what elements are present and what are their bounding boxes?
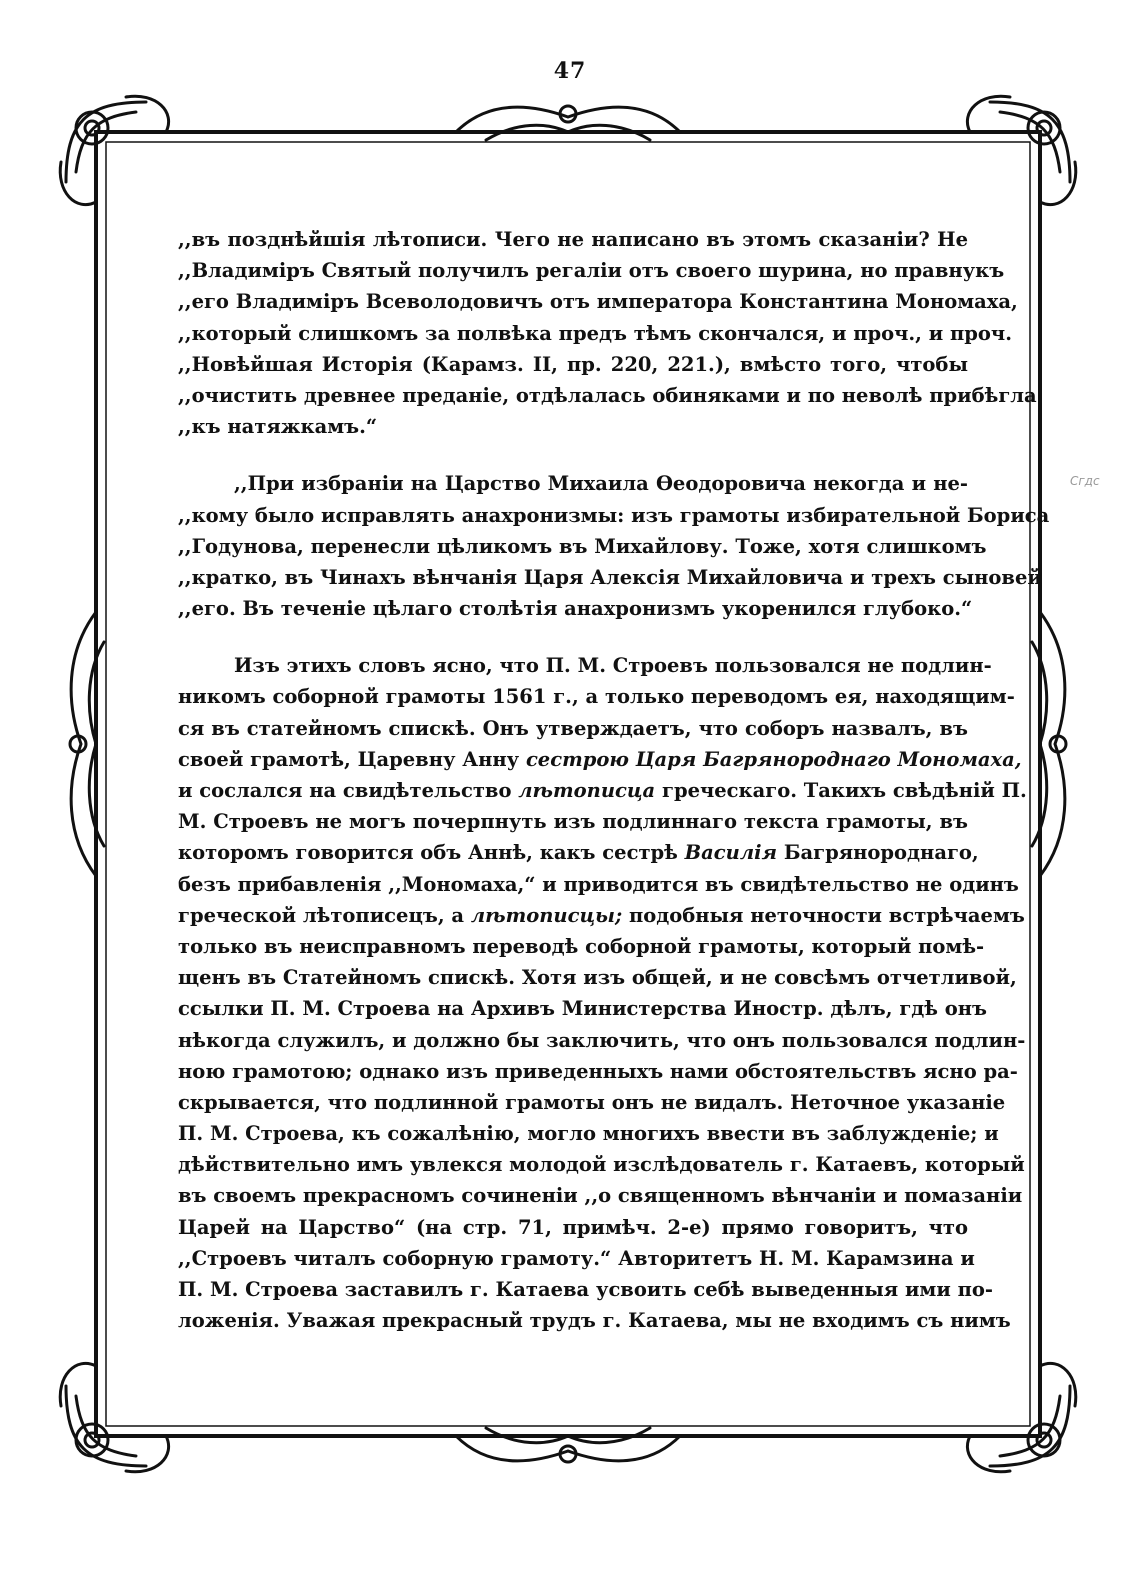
text-line: нѣкогда служилъ, и должно бы заключить, что онъ пользовался подлин- [178,1028,1026,1052]
quote-paragraph-2 [178,468,1050,624]
main-paragraph [178,650,1027,1336]
text-line: ,,очистить древнее преданіе, отдѣлалась обиняками и по неволѣ прибѣгла [178,383,1037,407]
text-line: безъ прибавленія ,,Мономаха,“ и приводится въ свидѣтельство не одинъ [178,872,1019,896]
text-line [178,744,1022,775]
text-line: въ своемъ прекрасномъ сочиненіи ,,о священномъ вѣнчаніи и помазаніи [178,1184,1023,1208]
text-line: ,,Новѣйшая Исторія (Карамз. II, пр. 220, 221.), вмѣсто того, чтобы [178,352,968,376]
text-run: Багрянороднаго, [777,841,979,865]
italic-phrase: Василія [684,841,778,865]
text-run: греческаго. Такихъ свѣдѣній П. [655,779,1027,802]
text-line: ложенія. Уважая прекрасный трудъ г. Катаева, мы не входимъ съ нимъ [178,1309,1011,1333]
text-line: ,,его. Въ теченіе цѣлаго столѣтія анахронизмъ укоренился глубоко.“ [178,597,973,621]
margin-note: Cгдс [1070,474,1100,488]
text-line: М. Строевъ не могъ почерпнуть изъ подлиннаго текста грамоты, въ [178,810,968,834]
text-line: ,,Строевъ читалъ соборную грамоту.“ Авторитетъ Н. М. Карамзина и [178,1246,975,1270]
text-run: греческой лѣтописецъ, а [178,903,471,927]
text-line [178,775,1027,806]
text-run: своей грамотѣ, Царевну Анну [178,747,526,771]
text-line: ,,его Владиміръ Всеволодовичъ отъ императора Константина Мономаха, [178,290,1018,314]
italic-phrase: лѣтописца [518,779,656,802]
text-line [178,900,1025,931]
text-run: подобныя неточности встрѣчаемъ [622,903,1025,927]
italic-phrase: лѣтописцы; [470,903,623,927]
text-line: только въ неисправномъ переводѣ соборной грамоты, который помѣ- [178,934,985,958]
quote-paragraph-1 [178,224,1037,442]
text-line: никомъ соборной грамоты 1561 г., а только переводомъ ея, находящим- [178,685,1015,709]
text-line: ,,Годунова, перенесли цѣликомъ въ Михайлову. Тоже, хотя слишкомъ [178,534,987,558]
text-line: щенъ въ Статейномъ спискѣ. Хотя изъ общей, и не совсѣмъ отчетливой, [178,966,1017,990]
text-line: ,,При избраніи на Царство Михаила Ѳеодоровича некогда и не- [234,472,968,496]
text-line: П. М. Строева, къ сожалѣнію, могло многихъ ввести въ заблужденіе; и [178,1122,999,1146]
text-line: П. М. Строева заставилъ г. Катаева усвоить себѣ выведенныя ими по- [178,1278,993,1301]
text-line: ,,кому было исправлять анахронизмы: изъ грамоты избирательной Бориса [178,503,1050,527]
text-run: которомъ говорится объ Аннѣ, какъ сестрѣ [178,841,685,865]
text-line: ,,въ позднѣйшія лѣтописи. Чего не написано въ этомъ сказаніи? Не [178,228,968,251]
text-run: и сослался на свидѣтельство [178,779,519,802]
text-line: Царей на Царство“ (на стр. 71, примѣч. 2-е) прямо говоритъ, что [178,1215,968,1239]
text-line: скрывается, что подлинной грамоты онъ не видалъ. Неточное указаніе [178,1090,1006,1114]
page-body [178,224,1050,1336]
text-line: ,,кратко, въ Чинахъ вѣнчанія Царя Алексія Михайловича и трехъ сыновей [178,565,1042,589]
text-line: ною грамотою; однако изъ приведенныхъ нами обстоятельствъ ясно ра- [178,1059,1018,1083]
text-line: ,,Владиміръ Святый получилъ регаліи отъ своего шурина, но правнукъ [178,259,1005,283]
text-line [178,837,979,868]
text-line: ,,къ натяжкамъ.“ [178,415,378,439]
text-line: ,,который слишкомъ за полвѣка предъ тѣмъ скончался, и проч., и проч. [178,321,1012,345]
text-line: ся въ статейномъ спискѣ. Онъ утверждаетъ, что соборъ назвалъ, въ [178,716,968,740]
page-number: 47 [553,58,587,84]
text-line: Изъ этихъ словъ ясно, что П. М. Строевъ пользовался не подлин- [234,654,992,678]
italic-phrase: сестрою Царя Багрянороднаго Мономаха, [525,747,1022,771]
text-line: дѣйствительно имъ увлекся молодой изслѣдователь г. Катаевъ, который [178,1153,1025,1177]
text-line: ссылки П. М. Строева на Архивъ Министерства Иностр. дѣлъ, гдѣ онъ [178,997,988,1021]
